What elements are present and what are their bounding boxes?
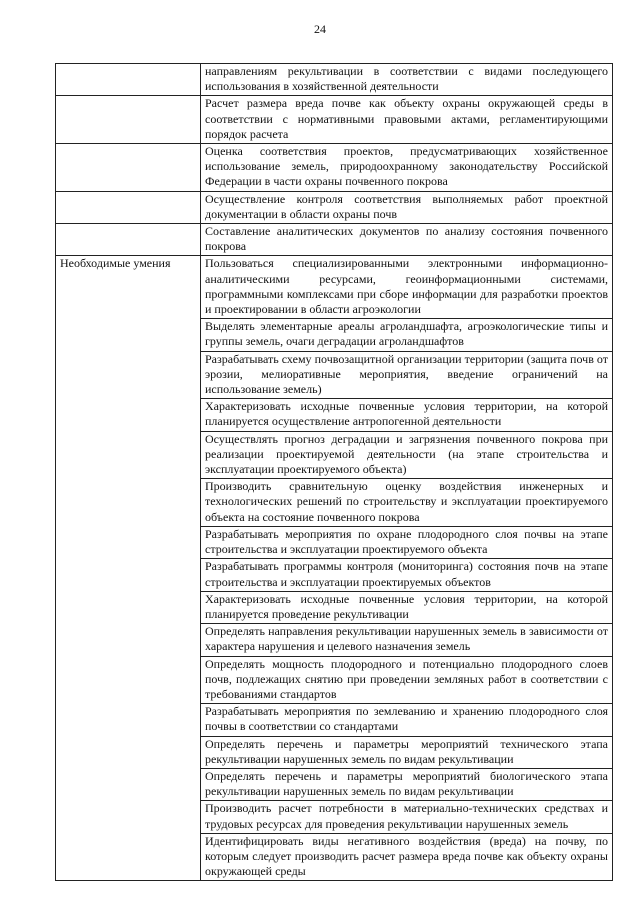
skill-item: Определять направления рекультивации нарушенных земель в зависимости от характера нарушения и целевого назначения земель <box>201 624 613 656</box>
skill-item: Определять перечень и параметры мероприятий биологического этапа рекультивации нарушенных земель по видам рекультивации <box>201 768 613 800</box>
empty-label-cell <box>56 224 201 256</box>
page-number: 24 <box>314 22 326 36</box>
skill-item: Разрабатывать мероприятия по землеванию и хранению плодородного слоя почвы в соответствии со стандартами <box>201 704 613 736</box>
skill-item: Выделять элементарные ареалы агроландшафта, агроэкологические типы и группы земель, очаги деградации агроландшафтов <box>201 319 613 351</box>
table-row <box>56 96 613 144</box>
section-label: Необходимые умения <box>56 256 201 881</box>
competency-table <box>55 63 613 881</box>
skill-item: Определять перечень и параметры мероприятий технического этапа рекультивации нарушенных земель по видам рекультивации <box>201 736 613 768</box>
skill-item: Производить сравнительную оценку воздействия инженерных и технологических решений по строительству и эксплуатации проектируемого объекта на состояние почвенного покрова <box>201 479 613 527</box>
table-row <box>56 224 613 256</box>
skill-item: Идентифицировать виды негативного воздействия (вреда) на почву, по которым следует производить расчет размера вреда почве как объекту охраны окружающей среды <box>201 833 613 881</box>
skill-item: Пользоваться специализированными электронными информационно-аналитическими ресурсами, геоинформационными системами, программными комплексами при сборе информации для разработки проектов и проектировании в области агроэкологии <box>201 256 613 319</box>
table-cell: Расчет размера вреда почве как объекту охраны окружающей среды в соответствии с нормативными правовыми актами, регламентирующими порядок расчета <box>201 96 613 144</box>
skill-item: Характеризовать исходные почвенные условия территории, на которой планируется проведение рекультивации <box>201 591 613 623</box>
skill-item: Характеризовать исходные почвенные условия территории, на которой планируется осуществление антропогенной деятельности <box>201 399 613 431</box>
empty-label-cell <box>56 64 201 96</box>
skill-item: Осуществлять прогноз деградации и загрязнения почвенного покрова при реализации проектируемой деятельности (на этапе строительства и эксплуатации проектируемого объекта) <box>201 431 613 479</box>
table-row <box>56 256 613 319</box>
skill-item: Производить расчет потребности в материально-технических средствах и трудовых ресурсах для проведения рекультивации нарушенных земель <box>201 801 613 833</box>
table-cell: Оценка соответствия проектов, предусматривающих хозяйственное использование земель, природоохранному законодательству Российской Федерации в части охраны почвенного покрова <box>201 144 613 192</box>
table-row <box>56 144 613 192</box>
empty-label-cell <box>56 96 201 144</box>
empty-label-cell <box>56 191 201 223</box>
table-cell: Осуществление контроля соответствия выполняемых работ проектной документации в области охраны почв <box>201 191 613 223</box>
empty-label-cell <box>56 144 201 192</box>
skill-item: Разрабатывать схему почвозащитной организации территории (защита почв от эрозии, мелиоративные мероприятия, введение ограничений на использование земель) <box>201 351 613 399</box>
skill-item: Разрабатывать программы контроля (мониторинга) состояния почв на этапе строительства и эксплуатации проектируемых объектов <box>201 559 613 591</box>
table-cell: направлениям рекультивации в соответствии с видами последующего использования в хозяйственной деятельности <box>201 64 613 96</box>
skill-item: Определять мощность плодородного и потенциально плодородного слоев почв, подлежащих снятию при проведении земляных работ в соответствии с требованиями стандартов <box>201 656 613 704</box>
table-cell: Составление аналитических документов по анализу состояния почвенного покрова <box>201 224 613 256</box>
table-row <box>56 191 613 223</box>
table-row <box>56 64 613 96</box>
skill-item: Разрабатывать мероприятия по охране плодородного слоя почвы на этапе строительства и эксплуатации проектируемого объекта <box>201 526 613 558</box>
